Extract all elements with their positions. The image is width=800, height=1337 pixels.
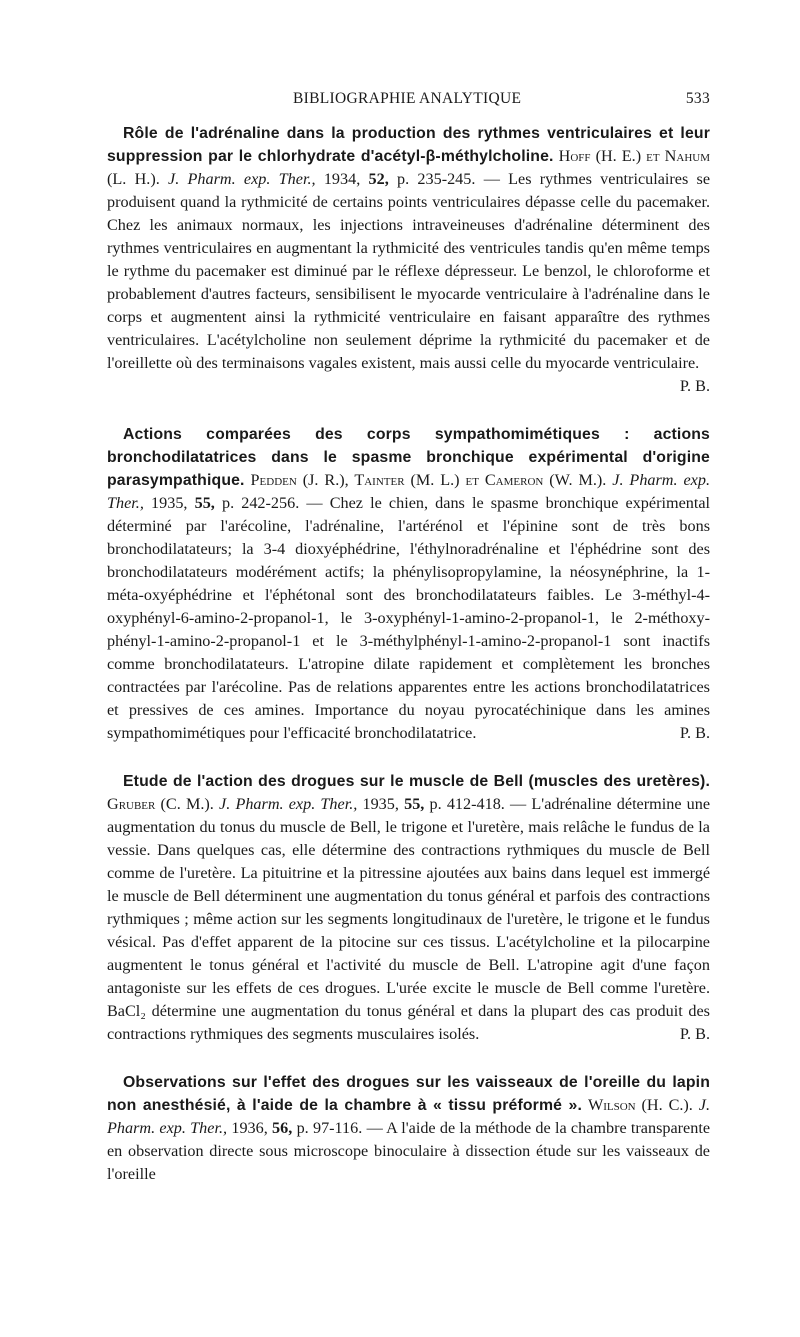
journal-volume: 55, [404,795,425,813]
abstract-text: — Les rythmes ventriculaires se produisent quand la rythmicité de certains points ventriculaires dépasse celle du pacemaker. Chez les animaux normaux, les injections intraveineuses d'adrénaline déterminent des rythmes ventriculaires en augmentant la rythmicité des ventricules tandis qu'en même temps le rythme du pacemaker est diminué par le réflexe dépresseur. Le benzol, le chloroforme et probablement d'autres facteurs, sensibilisent le myocarde ventriculaire à l'adrénaline dans le corps et augmentent ainsi la rythmicité ventriculaire en faisant apparaître des rythmes ventriculaires. L'acétylcholine non seulement déprime la rythmicité du pacemaker et de l'oreillette où des terminaisons vagales existent, mais aussi celle du myocarde ventriculaire. [107,170,711,372]
article-authors: Gruber (C. M.). [107,795,214,813]
abstract-text: — L'adrénaline détermine une augmentation du tonus du muscle de Bell, le trigone et l'uretère, mais relâche le fundus de la vessie. Dans quelques cas, elle détermine des contractions rythmiques du muscle de Bell comme de l'uretère. La pituitrine et la pitressine ajoutées aux bains dans lequel est immergé le muscle de Bell déterminent une augmentation du tonus général et parfois des contractions rythmiques ; même action sur les segments longitudinaux de l'uretère, le trigone et le fundus vésical. Pas d'effet apparent de la pitocine sur ces tissus. L'acétylcholine et la pilocarpine augmentent le tonus général et l'activité du muscle de Bell. L'atropine agit d'une façon antagoniste sur les effets de ces drogues. L'urée excite le muscle de Bell comme l'uretère. BaCl₂ détermine une augmentation du tonus général et dans la plupart des cas produit des contractions rythmiques des segments musculaires isolés. [107,795,711,1043]
running-header [107,86,710,112]
abstract-text: — A l'aide de la méthode de la chambre transparente en observation directe sous microscope binoculaire à dissection étude sur les vaisseaux de l'oreille [107,1119,711,1183]
journal-volume: 56, [272,1119,293,1137]
journal-name: J. Pharm. exp. Ther., [219,795,358,813]
journal-volume: 52, [368,170,389,188]
page-range: p. 235-245. [397,170,476,188]
article-title: Etude de l'action des drogues sur le muscle de Bell (muscles des uretères). [123,773,710,790]
abstract-entry [107,423,710,745]
publication-year: 1935, [151,494,188,512]
article-title: Actions comparées des corps sympathomimétiques : actions bronchodilatatrices dans le spasme bronchique expérimental d'origine parasympathique. [107,426,710,489]
article-authors: Wilson (H. C.). [587,1096,693,1114]
reviewer-initials: P. B. [679,377,710,395]
article-title: Rôle de l'adrénaline dans la production des rythmes ventriculaires et leur suppression par le chlorhydrate d'acétyl-β-méthylcholine. [107,125,710,165]
article-authors: Hoff (H. E.) et Nahum (L. H.). [107,147,710,188]
publication-year: 1935, [362,795,399,813]
reviewer-initials: P. B. [679,1025,710,1043]
journal-name: J. Pharm. exp. Ther., [168,170,316,188]
publication-year: 1936, [231,1119,268,1137]
page-range: p. 97-116. [296,1119,363,1137]
reviewer-initials: P. B. [679,724,710,742]
abstract-text: — Chez le chien, dans le spasme bronchique expérimental déterminé par l'arécoline, l'adrénaline, l'artérénol et l'épinine sont de très bons bronchodilatateurs; la 3-4 dioxyéphédrine, l'éthylnoradrénaline et l'éphédrine sont des bronchodilatateurs modérément actifs; la phénylisopropylamine, la néosynéphrine, la 1-méta-oxyéphédrine et l'éphétonal sont des bronchodilatateurs faibles. Le 3-méthyl-4-oxyphényl-6-amino-2-propanol-1, le 3-oxyphényl-1-amino-2-propanol-1, le 2-méthoxy-phényl-1-amino-2-propanol-1 et le 3-méthylphényl-1-amino-2-propanol-1 sont inactifs comme bronchodilatateurs. L'atropine dilate rapidement et complètement les bronches contractées par l'arécoline. Pas de relations apparentes entre les actions bronchodilatatrices et pressives de ces amines. Importance du noyau pyrocatéchinique dans les amines sympathomimétiques pour l'efficacité bronchodilatatrice. [107,494,711,742]
page-content [107,122,710,1211]
journal-name: J. Pharm. exp. Ther., [107,471,710,512]
abstract-entry [107,770,710,1046]
article-title: Observations sur l'effet des drogues sur les vaisseaux de l'oreille du lapin non anesthésié, à l'aide de la chambre à « tissu préformé ». [107,1074,710,1114]
page-range: p. 412-418. [429,795,505,813]
abstract-entry [107,122,710,398]
page-range: p. 242-256. [221,494,300,512]
page-number: 533 [685,90,710,107]
publication-year: 1934, [323,170,361,188]
running-title: BIBLIOGRAPHIE ANALYTIQUE [293,90,522,107]
journal-volume: 55, [194,494,215,512]
journal-name: J. Pharm. exp. Ther., [107,1096,711,1137]
abstract-entry [107,1071,710,1186]
article-authors: Pedden (J. R.), Tainter (M. L.) et Cameron (W. M.). [250,471,607,489]
